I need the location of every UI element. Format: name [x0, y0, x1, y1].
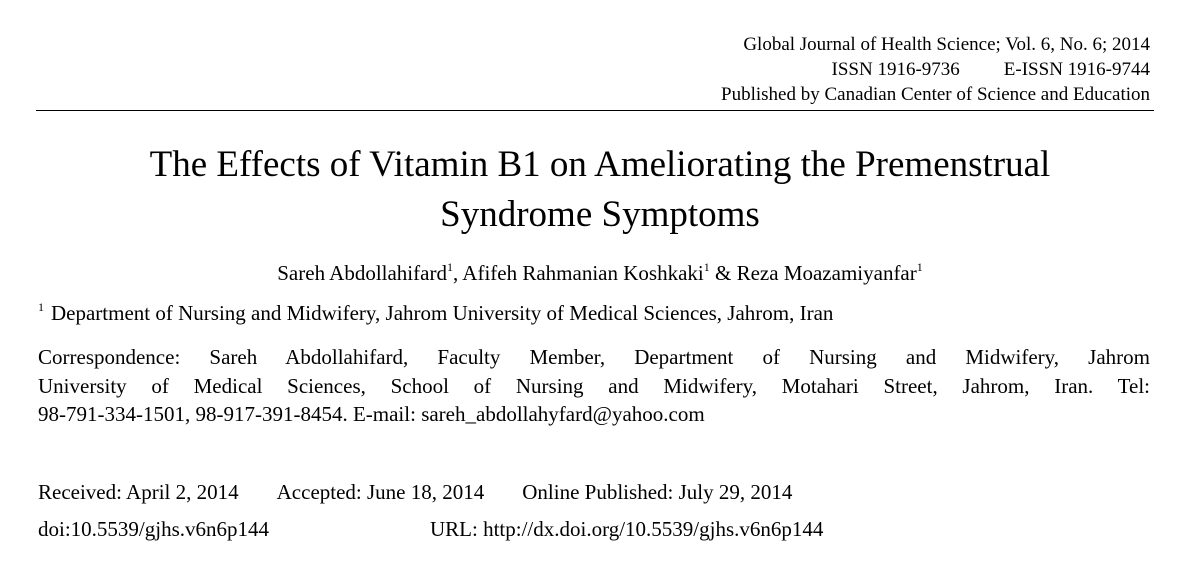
title-line-1: The Effects of Vitamin B1 on Ameliorating the Premenstrual	[149, 144, 1051, 185]
issn-line	[721, 57, 1150, 82]
publication-dates	[38, 478, 792, 506]
correspondence-line-1: Correspondence: Sareh Abdollahifard, Faculty Member, Department of Nursing and Midwifery, Jahrom	[38, 345, 1150, 369]
online-published-date: Online Published: July 29, 2014	[522, 480, 793, 504]
journal-header	[721, 32, 1150, 107]
eissn: E-ISSN 1916-9744	[1003, 59, 1150, 80]
affiliation	[38, 299, 833, 327]
author-list	[0, 259, 1200, 287]
author-separator: &	[709, 261, 737, 285]
author-affiliation-marker: 1	[703, 260, 710, 274]
title-line-2: Syndrome Symptoms	[440, 194, 760, 235]
journal-citation: Global Journal of Health Science; Vol. 6, No. 6; 2014	[743, 34, 1150, 55]
affiliation-text: Department of Nursing and Midwifery, Jahrom University of Medical Sciences, Jahrom, Iran	[51, 301, 834, 325]
author-name: Reza Moazamiyanfar	[736, 261, 917, 285]
correspondence-line-2: University of Medical Sciences, School of Nursing and Midwifery, Motahari Street, Jahrom, Iran. Tel:	[38, 373, 1150, 398]
publisher: Published by Canadian Center of Science and Education	[721, 84, 1150, 105]
author-name: Afifeh Rahmanian Koshkaki	[462, 261, 704, 285]
affiliation-marker: 1	[38, 300, 44, 314]
paper-title	[0, 140, 1200, 240]
author-separator: ,	[452, 261, 463, 285]
author-name: Sareh Abdollahifard	[277, 261, 447, 285]
received-date: Received: April 2, 2014	[38, 480, 239, 504]
author-affiliation-marker: 1	[916, 260, 923, 274]
correspondence-line-3: 98-791-334-1501, 98-917-391-8454. E-mail: sareh_abdollahyfard@yahoo.com	[38, 402, 705, 426]
author-affiliation-marker: 1	[446, 260, 453, 274]
doi: doi:10.5539/gjhs.v6n6p144	[38, 517, 270, 541]
accepted-date: Accepted: June 18, 2014	[276, 480, 485, 504]
correspondence	[38, 343, 1150, 429]
issn: ISSN 1916-9736	[831, 59, 960, 80]
header-divider	[36, 110, 1154, 111]
url-link[interactable]: URL: http://dx.doi.org/10.5539/gjhs.v6n6p144	[430, 517, 824, 541]
